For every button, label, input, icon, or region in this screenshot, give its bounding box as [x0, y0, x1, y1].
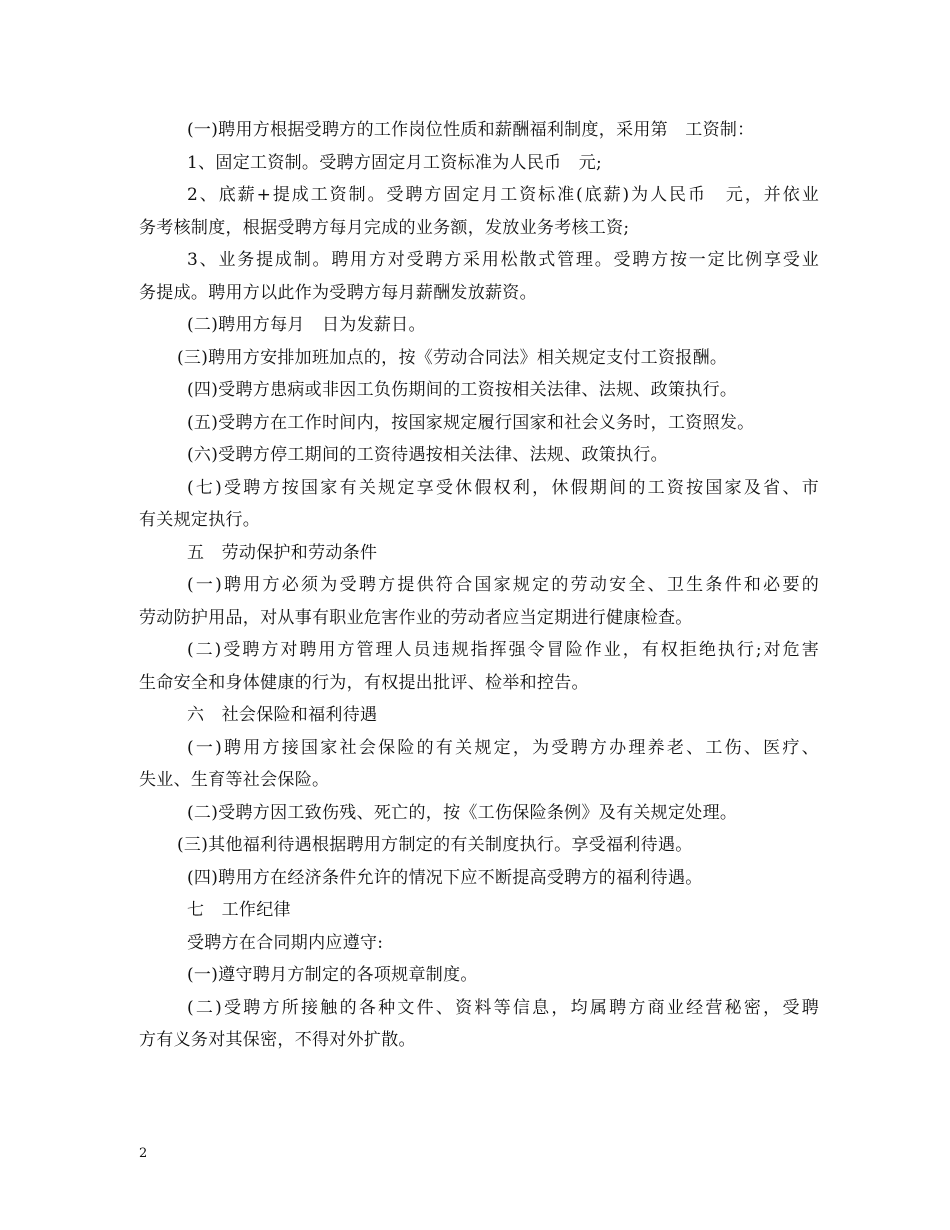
paragraph-line: (三)聘用方安排加班加点的，按《劳动合同法》相关规定支付工资报酬。: [177, 347, 728, 368]
section-heading: 六 社会保险和福利待遇: [187, 705, 378, 725]
section-heading: 五 劳动保护和劳动条件: [187, 542, 378, 563]
paragraph-line: (四)受聘方患病或非因工负伤期间的工资按相关法律、法规、政策执行。: [187, 380, 738, 400]
paragraph-line: 1、固定工资制。受聘方固定月工资标准为人民币 元;: [187, 152, 603, 173]
paragraph-line: (一)聘用方根据受聘方的工作岗位性质和薪酬福利制度，采用第 工资制：: [187, 120, 755, 140]
page-number: 2: [139, 1146, 148, 1161]
paragraph-line: 2、底薪+提成工资制。受聘方固定月工资标准(底薪)为人民币 元，并依业: [187, 185, 819, 205]
paragraph-line: (二)聘用方每月 日为发薪日。: [187, 315, 426, 335]
paragraph-line: (三)其他福利待遇根据聘用方制定的有关制度执行。享受福利待遇。: [177, 835, 693, 855]
paragraph-line: (四)聘用方在经济条件允许的情况下应不断提高受聘方的福利待遇。: [187, 867, 703, 888]
section-heading: 七 工作纪律: [187, 900, 291, 920]
document-body: [139, 114, 819, 1057]
paragraph-line: (一)聘用方必须为受聘方提供符合国家规定的劳动安全、卫生条件和必要的: [187, 575, 819, 595]
paragraph-line: (一)遵守聘月方制定的各项规章制度。: [187, 965, 478, 985]
paragraph-line: 失业、生育等社会保险。: [139, 770, 330, 790]
paragraph-line: 方有义务对其保密，不得对外扩散。: [139, 1030, 416, 1050]
paragraph-line: 务提成。聘用方以此作为受聘方每月薪酬发放薪资。: [139, 282, 537, 303]
paragraph-line: (七)受聘方按国家有关规定享受休假权利，休假期间的工资按国家及省、市: [187, 477, 819, 498]
paragraph-line: (二)受聘方所接触的各种文件、资料等信息，均属聘方商业经营秘密，受聘: [187, 997, 819, 1018]
paragraph-line: (六)受聘方停工期间的工资待遇按相关法律、法规、政策执行。: [187, 445, 668, 465]
paragraph-line: 有关规定执行。: [139, 510, 261, 530]
paragraph-line: 务考核制度，根据受聘方每月完成的业务额，发放业务考核工资;: [139, 217, 630, 238]
paragraph-line: (一)聘用方接国家社会保险的有关规定，为受聘方办理养老、工伤、医疗、: [187, 737, 819, 758]
paragraph-line: 劳动防护用品，对从事有职业危害作业的劳动者应当定期进行健康检查。: [139, 607, 693, 628]
paragraph-line: 生命安全和身体健康的行为，有权提出批评、检举和控告。: [139, 672, 589, 693]
paragraph-line: 受聘方在合同期内应遵守:: [187, 932, 384, 953]
paragraph-line: (二)受聘方因工致伤残、死亡的，按《工伤保险条例》及有关规定处理。: [187, 802, 738, 823]
paragraph-line: (五)受聘方在工作时间内，按国家规定履行国家和社会义务时，工资照发。: [187, 412, 755, 433]
paragraph-line: (二)受聘方对聘用方管理人员违规指挥强令冒险作业，有权拒绝执行;对危害: [187, 640, 819, 660]
paragraph-line: 3、业务提成制。聘用方对受聘方采用松散式管理。受聘方按一定比例享受业: [187, 250, 819, 270]
